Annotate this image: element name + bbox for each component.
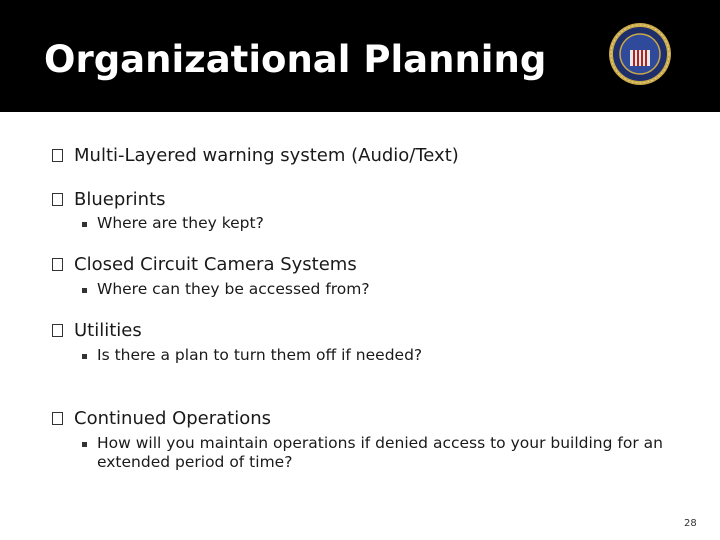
square-bullet-icon bbox=[82, 288, 87, 293]
sub-bullet-text: Is there a plan to turn them off if needed? bbox=[97, 346, 423, 364]
square-bullet-icon bbox=[82, 354, 87, 359]
bullet-text: Multi-Layered warning system (Audio/Text) bbox=[74, 145, 459, 166]
bullet-text: Blueprints bbox=[74, 189, 166, 210]
sub-bullet-text: Where are they kept? bbox=[97, 214, 264, 232]
bullet-text: Utilities bbox=[74, 320, 142, 341]
sub-bullet-blueprints bbox=[82, 214, 264, 233]
checkbox-bullet-icon bbox=[52, 324, 63, 337]
bullet-text: Closed Circuit Camera Systems bbox=[74, 254, 357, 275]
sub-bullet-text: Where can they be accessed from? bbox=[97, 280, 370, 298]
sub-bullet-text: How will you maintain operations if denied access to your building for an extended period of time? bbox=[97, 434, 663, 471]
checkbox-bullet-icon bbox=[52, 258, 63, 271]
sub-bullet-utilities bbox=[82, 346, 422, 365]
checkbox-bullet-icon bbox=[52, 412, 63, 425]
sub-bullet-cctv bbox=[82, 280, 370, 299]
sub-bullet-continued-operations bbox=[82, 434, 682, 472]
bullet-text: Continued Operations bbox=[74, 408, 272, 429]
page-number: 28 bbox=[684, 518, 697, 529]
bullet-utilities bbox=[52, 320, 142, 341]
bullet-blueprints bbox=[52, 189, 166, 210]
square-bullet-icon bbox=[82, 442, 87, 447]
square-bullet-icon bbox=[82, 222, 87, 227]
bullet-cctv bbox=[52, 254, 357, 275]
bullet-warning-system bbox=[52, 145, 459, 166]
bullet-continued-operations bbox=[52, 408, 271, 429]
slide-title: Organizational Planning bbox=[44, 38, 547, 81]
checkbox-bullet-icon bbox=[52, 193, 63, 206]
checkbox-bullet-icon bbox=[52, 149, 63, 162]
